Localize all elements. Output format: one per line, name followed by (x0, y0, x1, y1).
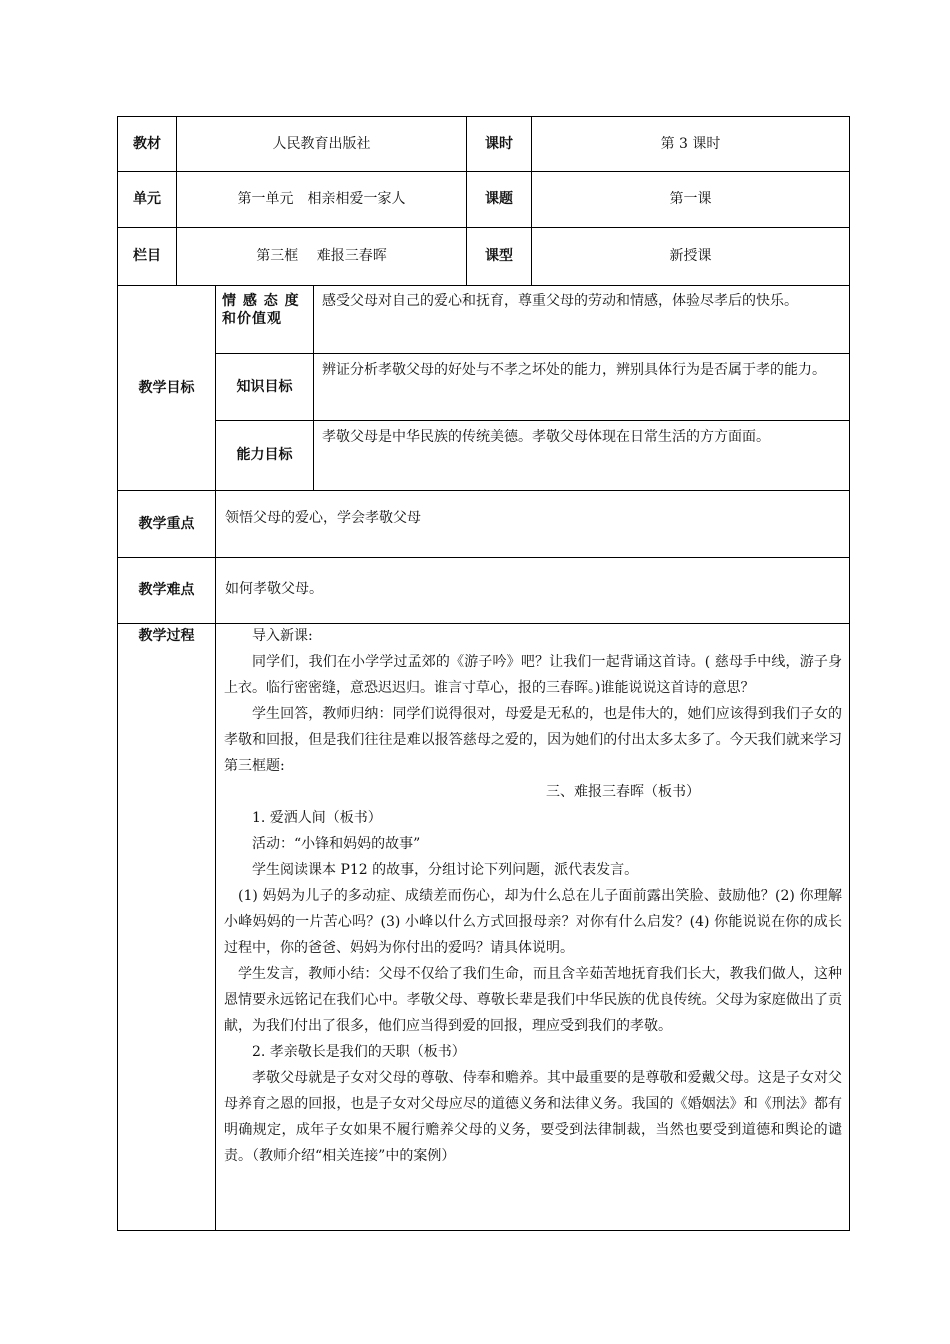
objective-label-attitude: 情 感 态 度 和价值观 (222, 293, 300, 327)
row-divider (117, 490, 850, 491)
label-topic: 课题 (485, 191, 513, 208)
value-lesson-type: 新授课 (669, 248, 712, 265)
objective-label-ability: 能力目标 (236, 447, 293, 464)
label-difficulty: 教学难点 (138, 582, 195, 599)
process-content (224, 623, 842, 1169)
process-paragraph: 学生阅读课本 P12 的故事，分组讨论下列问题，派代表发言。 (252, 862, 639, 878)
process-paragraph: 学生发言，教师小结：父母不仅给了我们生命，而且含辛茹苦地抚育我们长大，教我们做人，这种恩情要永远铭记在我们心中。孝敬父母、尊敬长辈是我们中华民族的优良传统。父母为家庭做出了贡献，为我们付出了很多，他们应当得到爱的回报，理应受到我们的孝敬。 (224, 966, 842, 1034)
value-topic: 第一课 (669, 191, 712, 208)
process-paragraph: (1) 妈妈为儿子的多动症、成绩差而伤心，却为什么总在儿子面前露出笑脸、鼓励他？(2) 你理解小峰妈妈的一片苦心吗？(3) 小峰以什么方式回报母亲？对你有什么启发？(4) 你能说说在你的成长过程中，你的爸爸、妈妈为你付出的爱吗？请具体说明。 (224, 888, 842, 956)
value-section: 第三框 难报三春晖 (256, 248, 387, 265)
difficulty-text: 如何孝敬父母。 (225, 581, 323, 597)
process-paragraph: 同学们，我们在小学学过孟郊的《游子吟》吧？让我们一起背诵这首诗。( 慈母手中线，游子身上衣。临行密密缝，意恐迟迟归。谁言寸草心，报的三春晖。)谁能说说这首诗的意思？ (224, 654, 842, 696)
process-paragraph: 孝敬父母就是子女对父母的尊敬、侍奉和赡养。其中最重要的是尊敬和爱戴父母。这是子女对父母养育之恩的回报，也是子女对父母应尽的道德义务和法律义务。我国的《婚姻法》和《刑法》都有明确规定，成年子女如果不履行赡养父母的义务，要受到法律制裁，当然也要受到道德和舆论的谴责。（教师介绍“相关连接”中的案例） (224, 1070, 842, 1164)
label-period: 课时 (485, 135, 513, 152)
objective-column-divider (313, 285, 314, 491)
row-divider (117, 557, 850, 558)
process-subheading: 2. 孝亲敬长是我们的天职（板书） (252, 1044, 466, 1060)
row-divider (117, 285, 850, 286)
label-teaching-objectives: 教学目标 (138, 379, 195, 396)
process-paragraph: 学生回答，教师归纳：同学们说得很对，母爱是无私的，也是伟大的，她们应该得到我们子女的孝敬和回报，但是我们往往是难以报答慈母之爱的，因为她们的付出太多太多了。今天我们就来学习第三框题: (224, 706, 842, 774)
label-key-points: 教学重点 (138, 515, 195, 532)
objective-label-knowledge: 知识目标 (236, 378, 293, 395)
table-border-bottom (117, 1230, 850, 1231)
label-section: 栏目 (133, 248, 161, 265)
key-points-text: 领悟父母的爱心，学会孝敬父母 (225, 510, 421, 526)
process-heading: 三、难报三春晖（板书） (546, 784, 700, 800)
value-period: 第 3 课时 (660, 135, 721, 152)
label-unit: 单元 (133, 191, 161, 208)
process-paragraph: 导入新课: (252, 628, 313, 644)
label-lesson-type: 课型 (485, 248, 513, 265)
process-subheading: 1. 爱洒人间（板书） (252, 810, 382, 826)
process-paragraph: 活动：“小锋和妈妈的故事” (252, 836, 421, 852)
value-textbook: 人民教育出版社 (272, 135, 371, 152)
label-textbook: 教材 (133, 135, 161, 152)
value-unit: 第一单元 相亲相爱一家人 (237, 191, 406, 208)
label-teaching-process: 教学过程 (138, 627, 195, 644)
objective-text-ability: 孝敬父母是中华民族的传统美德。孝敬父母体现在日常生活的方方面面。 (322, 429, 770, 445)
table-border-right (849, 116, 850, 1231)
objective-text-attitude: 感受父母对自己的爱心和抚育，尊重父母的劳动和情感，体验尽孝后的快乐。 (322, 293, 798, 309)
objective-text-knowledge: 辨证分析孝敬父母的好处与不孝之坏处的能力，辨别具体行为是否属于孝的能力。 (322, 362, 826, 378)
